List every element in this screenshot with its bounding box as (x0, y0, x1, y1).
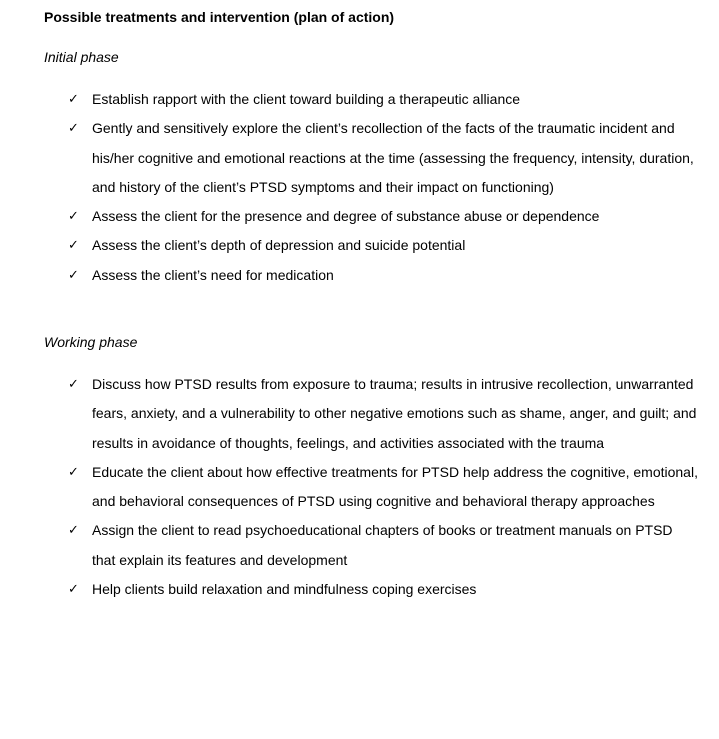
working-phase-heading: Working phase (44, 334, 138, 350)
check-icon: ✓ (68, 464, 79, 480)
check-icon: ✓ (68, 209, 79, 225)
working-phase-list (68, 370, 698, 604)
list-item (68, 458, 698, 517)
list-item-text: Help clients build relaxation and mindfulness coping exercises (92, 581, 477, 598)
list-item (68, 370, 698, 458)
list-item-text: Assess the client’s depth of depression and suicide potential (92, 237, 466, 254)
initial-phase-list (68, 85, 698, 290)
check-icon: ✓ (68, 121, 79, 137)
check-icon: ✓ (68, 377, 79, 392)
list-item-text: Assign the client to read psychoeducational chapters of books or treatment manuals on PTSD that explain its features and development (92, 522, 673, 568)
list-item (68, 575, 698, 604)
list-item-text: Educate the client about how effective treatments for PTSD help address the cognitive, emotional, and behavioral consequences of PTSD using cognitive and behavioral therapy approaches (92, 463, 698, 510)
list-item (68, 114, 698, 202)
check-icon: ✓ (68, 238, 79, 254)
initial-phase-heading: Initial phase (44, 49, 119, 65)
check-icon: ✓ (68, 582, 79, 598)
list-item (68, 85, 698, 114)
check-icon: ✓ (68, 92, 79, 107)
list-item (68, 202, 698, 231)
list-item-text: Assess the client’s need for medication (92, 266, 334, 283)
list-item-text: Assess the client for the presence and degree of substance abuse or dependence (92, 208, 600, 225)
list-item-text: Establish rapport with the client toward building a therapeutic alliance (92, 91, 521, 107)
list-item-text: Gently and sensitively explore the client’s recollection of the facts of the traumatic incident and his/her cognitive and emotional reactions at the time (assessing the frequency, intensity, duration, and history of the client’s PTSD symptoms and their impact on functioning) (92, 120, 694, 195)
document-title: Possible treatments and intervention (plan of action) (44, 9, 395, 25)
list-item-text: Discuss how PTSD results from exposure to trauma; results in intrusive recollection, unwarranted fears, anxiety, and a vulnerability to other negative emotions such as shame, anger, and guilt; and results in avoidance of thoughts, feelings, and activities associated with the trauma (92, 376, 697, 451)
list-item (68, 231, 698, 260)
check-icon: ✓ (68, 523, 79, 539)
list-item (68, 516, 698, 575)
check-icon: ✓ (68, 267, 79, 283)
list-item (68, 261, 698, 290)
